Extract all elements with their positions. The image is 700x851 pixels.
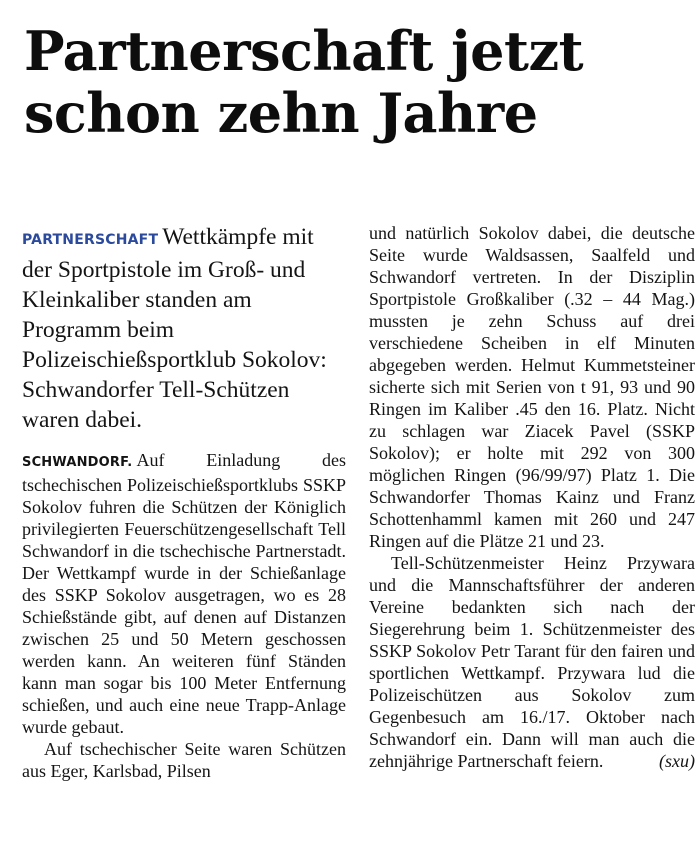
body-paragraph-3-text: Tell-Schützenmeister Heinz Przywara und die Mannschaftsführer der anderen Vereine bedankten sich nach der Siegerehrung beim 1. Schützenmeister des SSKP Sokolov Petr Tarant für den fairen und sportlichen Wettkampf. Przywara lud die Polizeischützen aus Sokolov zum Gegenbesuch am 16./17. Oktober nach Schwandorf ein. Dann will man auch die zehnjährige Partnerschaft feiern. — [369, 553, 695, 771]
body-paragraph-2-start: Auf tschechischer Seite waren Schützen aus Eger, Karlsbad, Pilsen — [22, 739, 346, 781]
dateline: SCHWANDORF. — [22, 455, 133, 470]
lead-text: Wettkämpfe mit der Sportpistole im Groß- und Kleinkaliber standen am Programm beim Polizeischießsportklub Sokolov: Schwandorfer Tell-Schützen waren dabei. — [22, 224, 327, 433]
headline — [24, 20, 684, 144]
body-paragraph-3 — [369, 552, 695, 772]
body-paragraph-1-text: Auf Einladung des tschechischen Polizeischießsportklubs SSKP Sokolov fuhren die Schützen der Königlich privilegierten Feuerschützengesellschaft Tell Schwandorf in die tschechische Partnerstadt. Der Wettkampf wurde in der Schießanlage des SSKP Sokolov ausgetragen, wo es 28 Schießstände gibt, auf denen auf Distanzen zwischen 25 und 50 Metern geschossen werden kann. An weiteren fünf Ständen kann man sogar bis 100 Meter Entfernung schießen, und auch eine neue Trapp-Anlage wurde gebaut. — [22, 450, 346, 737]
body-paragraph-1 — [22, 449, 346, 738]
byline: (sxu) — [659, 751, 695, 771]
body-paragraph-2-continued: und natürlich Sokolov dabei, die deutsche Seite wurde Waldsassen, Saalfeld und Schwandorf vertreten. In der Disziplin Sportpistole Großkaliber (.32 – 44 Mag.) mussten je zehn Schuss auf drei verschiedene Scheiben in elf Minuten abgegeben werden. Helmut Kummetsteiner sicherte sich mit Serien von t 91, 93 und 90 Ringen im Kaliber .45 den 16. Platz. Nicht zu schlagen war Ziacek Pavel (SSKP Sokolov); er holte mit 292 von 300 möglichen Ringen (96/99/97) Platz 1. Die Schwandorfer Thomas Kainz und Franz Schottenhamml kamen mit 260 und 247 Ringen auf die Plätze 21 und 23. — [369, 223, 695, 551]
headline-line-1: Partnerschaft jetzt — [24, 19, 584, 83]
headline-line-2: schon zehn Jahre — [24, 81, 538, 145]
column-left — [22, 222, 346, 782]
lead-paragraph — [22, 222, 346, 435]
column-right — [369, 222, 695, 772]
kicker: PARTNERSCHAFT — [22, 232, 159, 248]
